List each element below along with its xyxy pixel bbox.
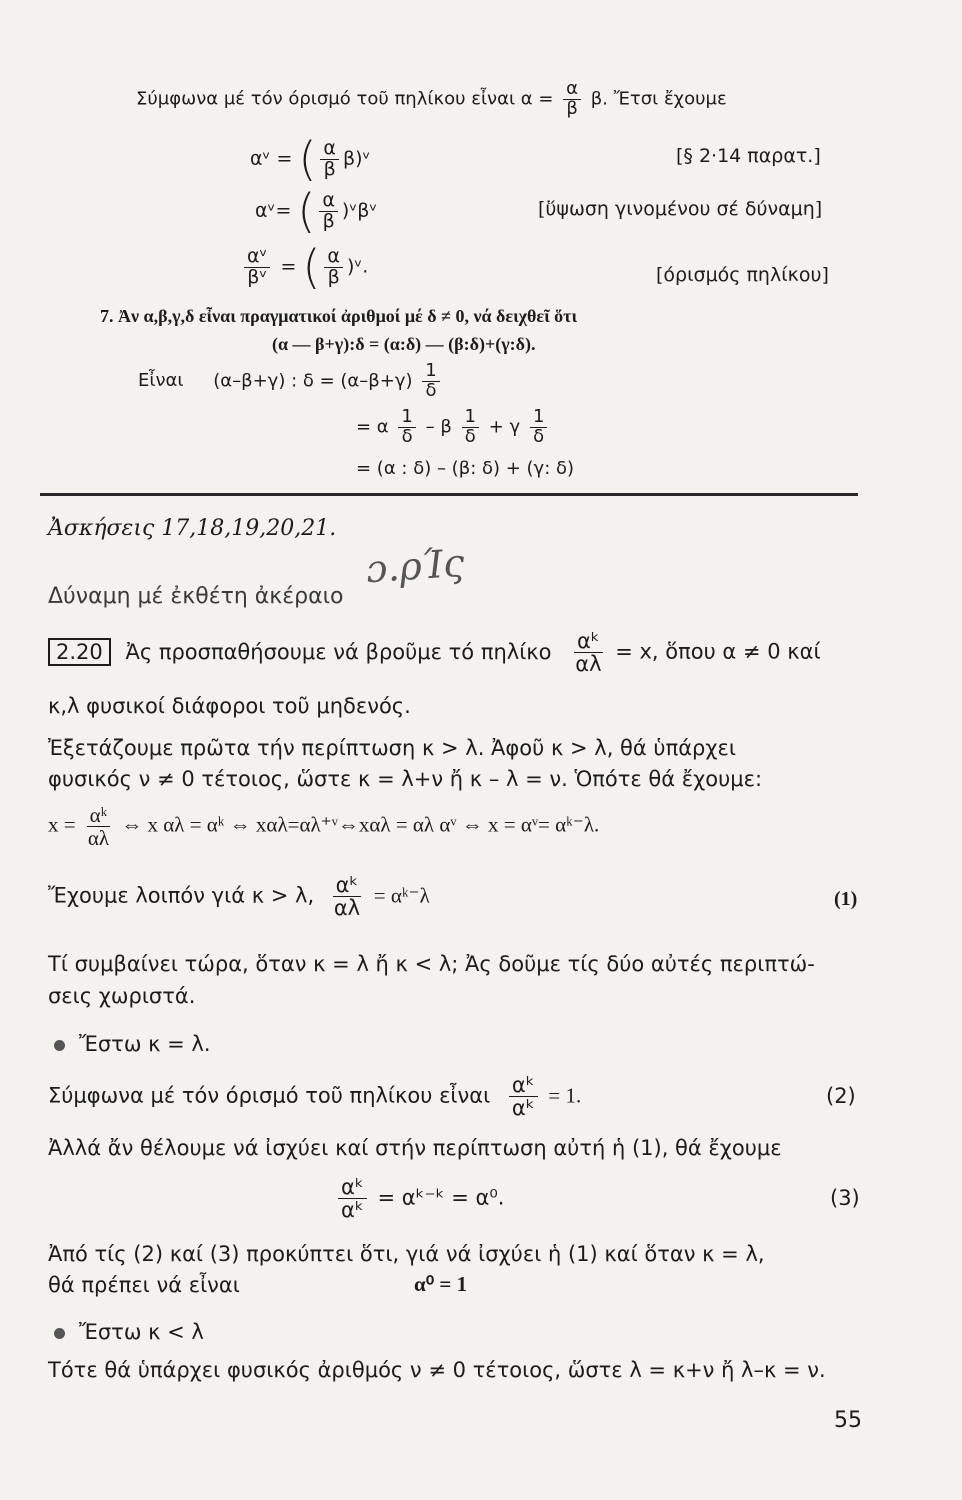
- exercise-7-identity: (α — β+γ):δ = (α:δ) — (β:δ)+(γ:δ).: [272, 334, 536, 354]
- exercise-7-line-2: = α $\frac{1}{\delta}$ – β $\frac{1}{\delta}$ + γ $\frac{1}{\delta}$: [356, 408, 551, 447]
- section-divider: [40, 493, 858, 496]
- question-line-1: Τί συμβαίνει τώρα, ὅταν κ = λ ἤ κ < λ; Ἀς δοῦμε τίς δύο αὐτές περιπτώ-: [48, 952, 815, 976]
- section-number-box: 2.20: [48, 638, 111, 666]
- case-a-heading: Ἔστω κ = λ.: [54, 1032, 211, 1056]
- intro-line: Σύμφωνα μέ τόν όρισμό τοῦ πηλίκου εἶναι α = $\frac{\alpha}{\beta}$ β. Ἔτσι ἔχουμε: [136, 78, 727, 119]
- equation-tag-3: (3): [830, 1186, 860, 1210]
- result-line: Ἔχουμε λοιπόν γιά κ > λ, $\frac{\text{αᵏ}}{\alpha\lambda}$ = αᵏ⁻λ: [48, 873, 430, 921]
- from-line-2: θά πρέπει νά εἶναι: [48, 1273, 240, 1297]
- exercises-reference: Ἀσκήσεις 17,18,19,20,21.: [48, 516, 337, 541]
- from-line-1: Ἀπό τίς (2) καί (3) προκύπτει ὅτι, γιά νά ἰσχύει ἡ (1) καί ὅταν κ = λ,: [48, 1242, 765, 1266]
- section-title: Δύναμη μέ ἐκθέτη ἀκέραιο: [48, 584, 344, 609]
- equation-3-note: [όρισμός πηλίκου]: [656, 264, 829, 286]
- equation-3: $\frac{\text{αᵛ}}{\text{βᵛ}}$ = ( $\frac{\alpha}{\beta}$ )ᵛ.: [240, 244, 368, 290]
- question-line-2: σεις χωριστά.: [48, 984, 196, 1008]
- intro-fraction: $\frac{\alpha}{\beta}$: [563, 80, 581, 119]
- section-intro: 2.20 Ἀς προσπαθήσουμε νά βροῦμε τό πηλίκο $\frac{\text{αᵏ}}{\alpha\lambda}$ = x, ὅπου α ≠ 0 καί: [48, 630, 821, 675]
- case-line-1: Ἐξετάζουμε πρῶτα τήν περίπτωση κ > λ. Ἀφοῦ κ > λ, θά ὑπάρχει: [48, 736, 736, 760]
- equation-1-note: [§ 2·14 παρατ.]: [676, 145, 821, 167]
- then-line: Τότε θά ὑπάρχει φυσικός ἀριθμός ν ≠ 0 τέτοιος, ὥστε λ = κ+ν ἤ λ–κ = ν.: [48, 1358, 826, 1382]
- case-b-heading: Ἔστω κ < λ: [54, 1320, 204, 1344]
- page-number: 55: [834, 1408, 862, 1433]
- section-intro-line-2: κ,λ φυσικοί διάφοροι τοῦ μηδενός.: [48, 694, 411, 718]
- equation-2: αᵛ= ( $\frac{\alpha}{\beta}$ )ᵛβᵛ: [255, 184, 378, 238]
- from-result: α⁰ = 1: [414, 1272, 468, 1296]
- equation-tag-2: (2): [826, 1084, 856, 1108]
- bullet-icon: [54, 1328, 65, 1339]
- equation-tag-1: (1): [834, 888, 858, 910]
- case-line-2: φυσικός ν ≠ 0 τέτοιος, ὥστε κ = λ+ν ἤ κ – λ = ν. Ὁπότε θά ἔχουμε:: [48, 767, 763, 791]
- equation-1: αᵛ = ( $\frac{\alpha}{\beta}$ β)ᵛ: [250, 132, 371, 186]
- equation-2-note: [ὕψωση γινομένου σέ δύναμη]: [538, 198, 823, 220]
- exercise-7-statement: 7. Ἀν α,β,γ,δ εἶναι πραγματικοί ἀριθμοί μέ δ ≠ 0, νά δειχθεῖ ὅτι: [100, 306, 578, 326]
- equivalence-chain: x = $\frac{\text{αᵏ}}{\alpha\lambda}$ ⇔ x αλ = αᵏ ⇔ xαλ=αλ⁺ᵛ⇔xαλ = αλ αᵛ ⇔ x = αᵛ= αᵏ⁻λ.: [48, 803, 600, 851]
- exercise-7-line-3: = (α : δ) – (β: δ) + (γ: δ): [356, 458, 575, 479]
- bullet-icon: [54, 1040, 65, 1051]
- case-a-line: Σύμφωνα μέ τόν όρισμό τοῦ πηλίκου εἶναι $\frac{\text{αᵏ}}{\text{αᵏ}}$ = 1.: [48, 1073, 582, 1121]
- exercise-7-line-1: Εἶναι (α–β+γ) : δ = (α–β+γ) $\frac{1}{\delta}$: [138, 362, 444, 401]
- handwritten-note: ɔ.ρΊς: [364, 540, 466, 592]
- equation-3-line: $\frac{\text{αᵏ}}{\text{αᵏ}}$ = αᵏ⁻ᵏ = α⁰.: [334, 1176, 504, 1221]
- but-line: Ἀλλά ἄν θέλουμε νά ἰσχύει καί στήν περίπτωση αὐτή ἡ (1), θά ἔχουμε: [48, 1136, 782, 1160]
